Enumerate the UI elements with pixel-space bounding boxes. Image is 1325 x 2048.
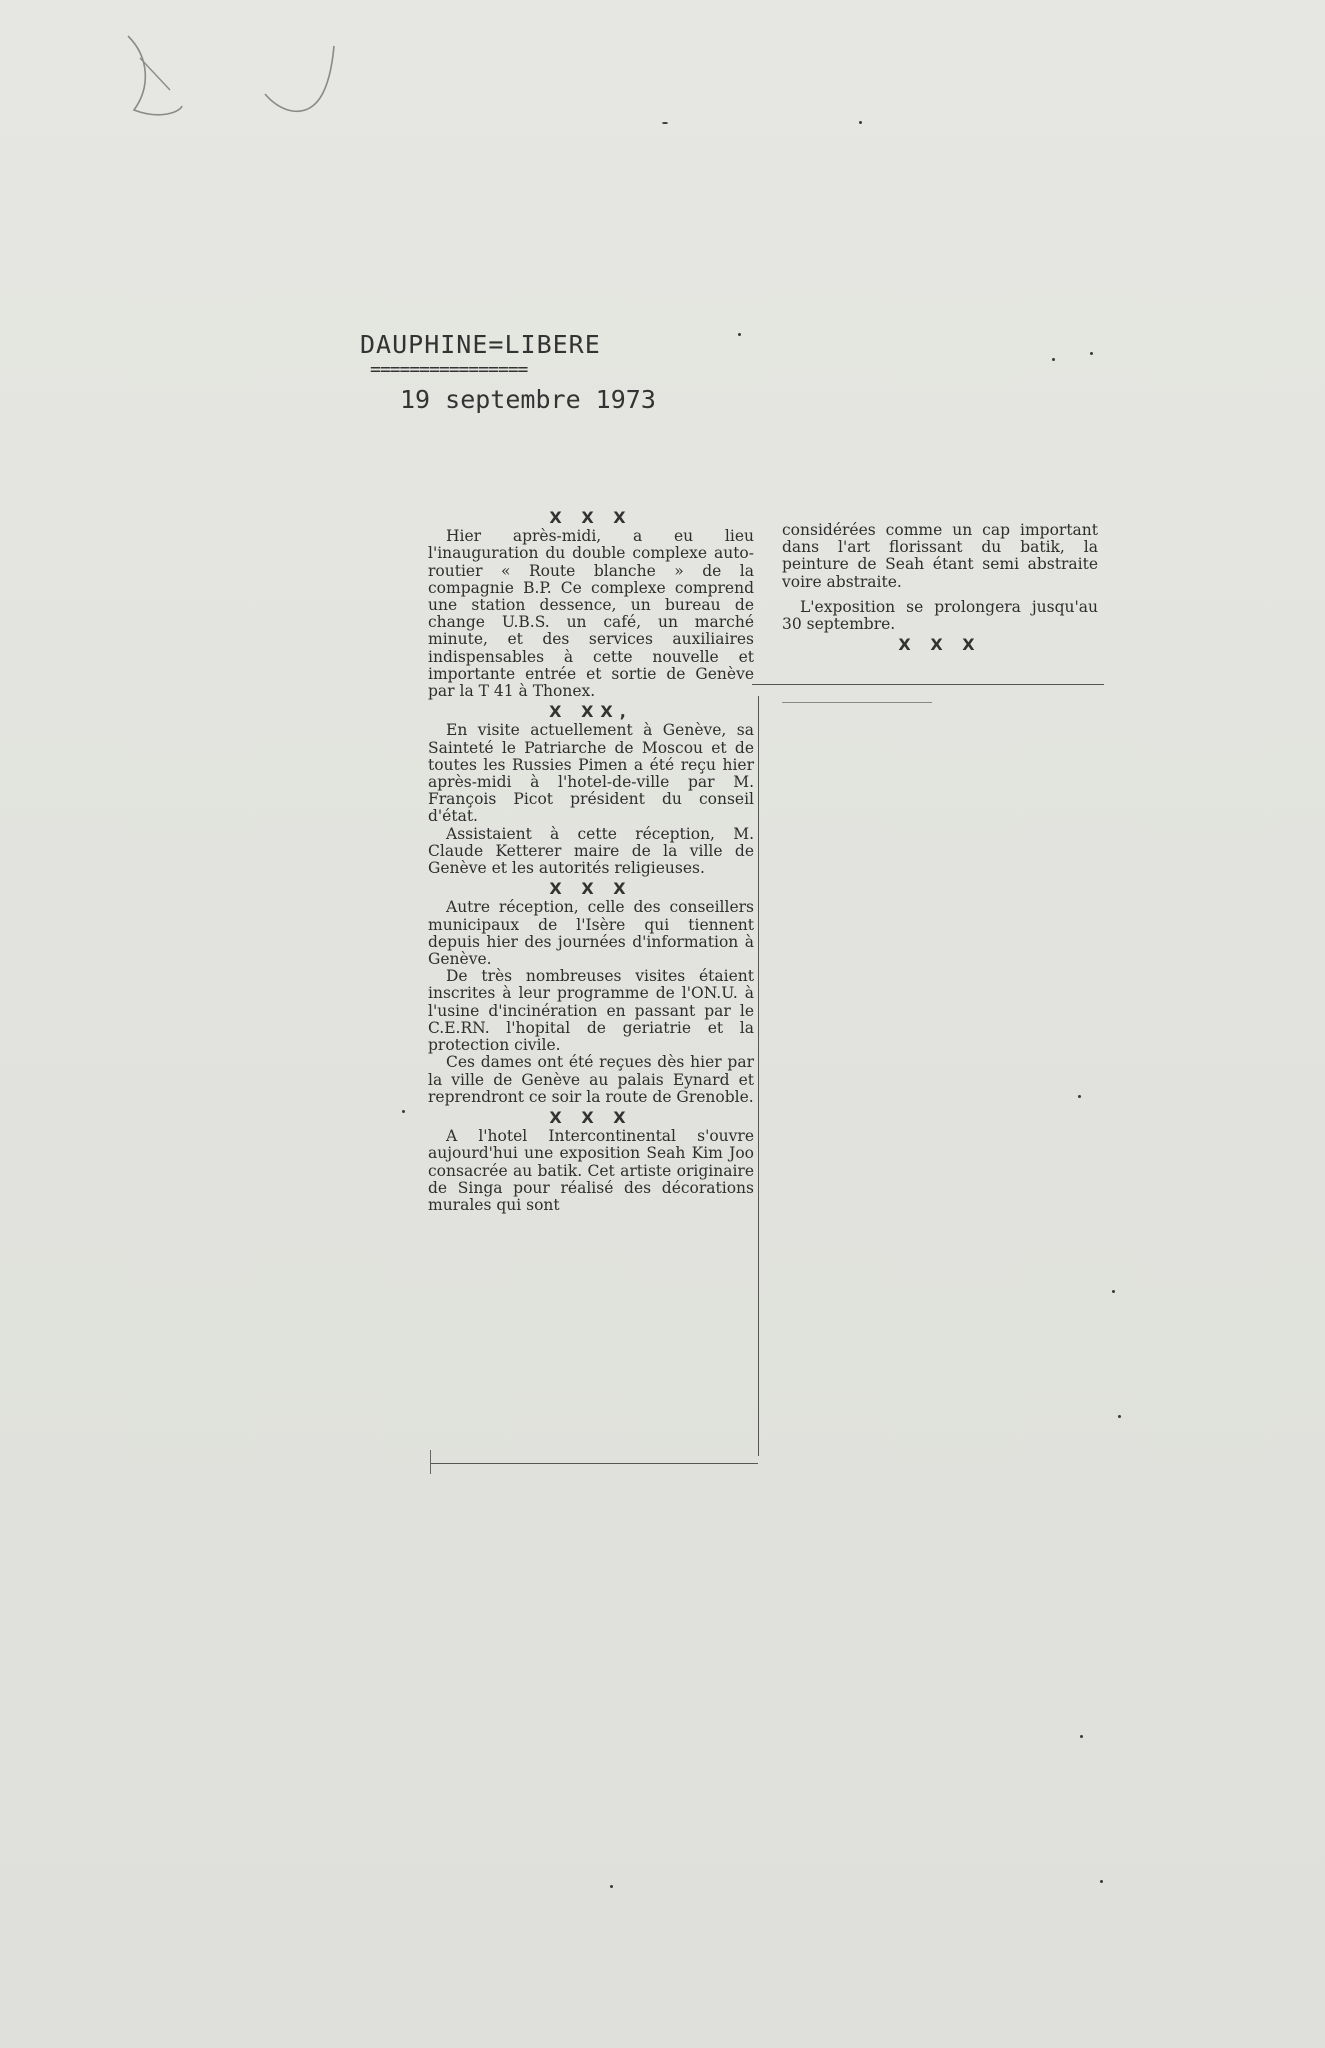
column-rule <box>752 684 1104 685</box>
section-separator: X X X <box>549 508 633 527</box>
article-paragraph: En visite actuellement à Genève, sa Sainteté le Patriarche de Moscou et de toutes les Russies Pimen a été reçu hier après-midi à l'hotel-de-ville par M. François Picot président du conseil d'état. <box>428 721 754 826</box>
speck <box>859 121 862 124</box>
speck <box>1100 1880 1103 1883</box>
section-separator: X X X <box>549 879 633 899</box>
column-rule <box>758 696 759 1456</box>
speck <box>1080 1735 1083 1738</box>
speck <box>610 1885 613 1888</box>
article-paragraph: Assistaient à cette réception, M. Claude Ketterer maire de la ville de Genève et les autorités religieuses. <box>428 824 754 878</box>
clipping-column-right <box>782 522 1098 655</box>
speck <box>1078 1095 1081 1098</box>
column-rule <box>430 1463 758 1464</box>
article-paragraph: Ces dames ont été reçues dès hier par la ville de Genève au palais Eynard et reprendront ce soir la route de Grenoble. <box>428 1053 754 1106</box>
speck <box>1090 352 1093 355</box>
article-paragraph: A l'hotel Intercontinental s'ouvre aujourd'hui une exposition Seah Kim Joo consacrée au batik. Cet artiste originaire de Singa pour réalisé des décorations murales qui sont <box>428 1127 754 1214</box>
pencil-mark <box>120 28 350 128</box>
newspaper-masthead: DAUPHINE=LIBERE <box>360 330 601 359</box>
column-rule <box>782 702 932 703</box>
article-paragraph: Autre réception, celle des conseillers municipaux de l'Isère qui tiennent depuis hier des journées d'information à Genève. <box>428 898 754 969</box>
speck <box>662 122 668 124</box>
article-paragraph: L'exposition se prolongera jusqu'au 30 septembre. <box>782 597 1098 634</box>
speck <box>1112 1290 1115 1293</box>
article-paragraph: Hier après-midi, a eu lieu l'inauguration du double complexe auto-routier « Route blanche » de la compagnie B.P. Ce complexe comprend une station dessence, un bureau de change U.B.S. un café, un marché minute, et des services auxiliaires indispensables à cette nouvelle et importante entrée et sortie de Genève par la T 41 à Thonex. <box>428 527 754 701</box>
speck <box>738 333 741 336</box>
publication-date: 19 septembre 1973 <box>400 385 656 414</box>
article-paragraph: De très nombreuses visites étaient inscrites à leur programme de l'ON.U. à l'usine d'incinération en passant par le C.E.RN. l'hopital de geriatrie et la protection civile. <box>428 967 754 1055</box>
column-rule <box>430 1450 431 1474</box>
speck <box>402 1110 405 1113</box>
section-separator: X X X <box>898 635 982 655</box>
document-header <box>360 330 700 414</box>
speck <box>1052 358 1055 361</box>
article-paragraph: considérées comme un cap important dans l'art florissant du batik, la peinture de Seah étant semi abstraite voire abstraite. <box>782 521 1098 591</box>
section-separator: X XX, <box>549 702 633 722</box>
speck <box>1118 1415 1121 1418</box>
clipping-column-left <box>428 506 754 1214</box>
masthead-underline: ================ <box>370 359 528 380</box>
section-separator: X X X <box>549 1107 633 1127</box>
